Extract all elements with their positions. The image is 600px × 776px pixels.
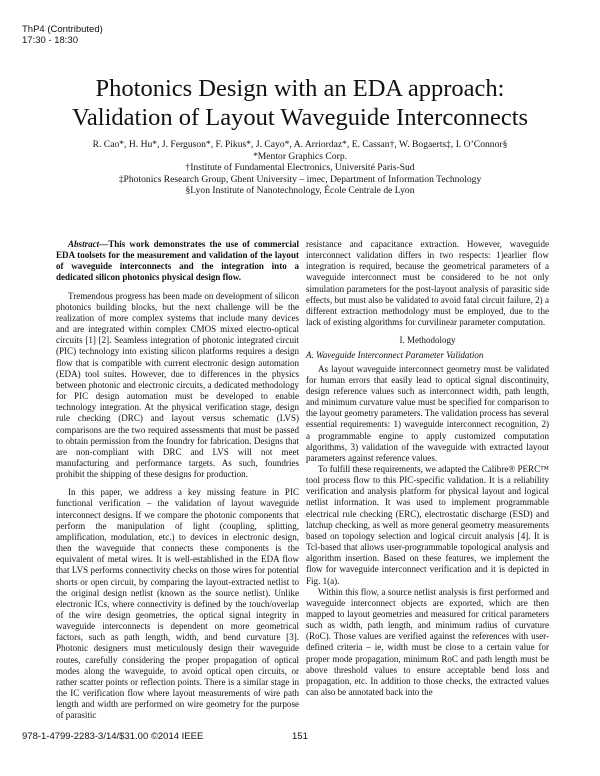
paper-title [0,74,600,132]
title-line-1: Photonics Design with an EDA approach: [95,75,505,102]
abstract-text: —This work demonstrates the use of commercial EDA toolsets for the measurement and validation of the layout of waveguide interconnects and the integration into a dedicated silicon photonics physical design flow. [56,239,299,283]
section-heading: I. Methodology [399,335,456,346]
session-time: 17:30 - 18:30 [22,35,78,46]
abstract-label: Abstract [68,239,100,249]
body-paragraph-validation: As layout waveguide interconnect geometry must be validated for human errors that easily lead to optical signal discontinuity, design reference values such as interconnect width, path length, and minimum curvature value must be specified for comparison to the layout geometry parameters. The validation process has several essential requirements: 1) waveguide interconnect recognition, 2) a programmable engine to apply customized computation algorithms, 3) validation of the waveguide with extracted layout parameters against reference values. [306,363,549,463]
subsection-heading: A. Waveguide Interconnect Parameter Validation [306,350,484,361]
session-code: ThP4 (Contributed) [22,24,103,35]
body-paragraph-intro: Tremendous progress has been made on development of silicon photonics building blocks, but the next challenge will be the realization of more complex systems that include many devices and are integrated within complex CMOS mixed electro-optical circuits [1] [2]. Seamless integration of photonic integrated circuit (PIC) technology into existing silicon platforms requires a design flow that is compatible with current electronic design automation (EDA) tool suites. However, due to differences in the physics between photonic and electronic circuits, a dedicated methodology for PIC design automation must be developed to enable technology integration. At the physical verification stage, design rule checking (DRC) and layout versus schematic (LVS) comparisons are the two required assessments that must be passed to obtain permission from the foundry for fabrication. Designs that are non-compliant with DRC and LVS will not meet manufacturing and performance targets. As such, foundries prohibit the shipping of these designs for production. [56,290,299,480]
title-line-2: Validation of Layout Waveguide Interconnects [71,104,529,131]
affiliation-ghent: ‡Photonics Research Group, Ghent University – imec, Department of Information Technology [118,173,482,185]
author-block [0,139,600,197]
affiliation-paris-sud: †Institute of Fundamental Electronics, Université Paris-Sud [185,162,415,173]
abstract [56,239,299,284]
body-paragraph-continued: resistance and capacitance extraction. However, waveguide interconnect validation differs in two respects: 1)earlier flow integration is required, because the geometrical parameters of a waveguide interconnect must be considered to be not only simulation parameters for the post-layout analysis of parasitic side effects, but must also be validated to avoid fatal circuit failure, 2) a different extraction methodology must be employed, due to the lack of existing algorithms for curvilinear parameter computation. [306,239,549,328]
body-paragraph-flow: Within this flow, a source netlist analysis is first performed and waveguide interconnect objects are exported, which are then mapped to layout geometries and measured for critical parameters such as width, path length, and minimum radius of curvature (RoC). Those values are verified against the references with user-defined criteria – ie, width must be close to a certain value for proper mode propagation, minimum RoC and path length must be above threshold values to ensure acceptable bend loss and propagation, etc. In addition to those checks, the extracted values can also be annotated back into the [306,586,549,698]
page-number: 151 [292,731,308,742]
body-paragraph-contribution: In this paper, we address a key missing feature in PIC functional verification – the validation of layout waveguide interconnect designs. If we compare the photonic components that perform the manipulation of light (coupling, splitting, amplification, modulation, etc.) to devices in electronic design, then the waveguide that connects these components is the equivalent of metal wires. It is well-established in the EDA flow that LVS performs connectivity checks on those wires for potential shorts or open circuit, by comparing the layout-extracted netlist to the original design netlist (known as the source netlist). Unlike electronic ICs, where connectivity is defined by the touch/overlap of the wire design geometries, the optical signal integrity in waveguide interconnects is dependent on more geometrical factors, such as path length, width, and bend curvature [3]. Photonic designers must meticulously design their waveguide routes, carefully considering the proper propagation of optical modes along the waveguide, to avoid optical open circuits, or rather scatter points or reflection points. There is a similar stage in the IC verification flow where layout measurements of wire path length and width are performed on wire geometry for the purpose of parasitic [56,487,299,721]
body-paragraph-calibre: To fulfill these requirements, we adapted the Calibre® PERC™ tool process flow to this PIC-specific validation. It is a reliability verification and analysis platform for physical layout and logical netlist information. It was used to implement programmable electrical rule checking (ERC), electrostatic discharge (ESD) and latchup checking, as well as more general geometry measurements based on topology selection and logical circuit analysis [4]. It is Tcl-based that allows user-programmable topological analysis and algorithm insertion. Based on these features, we implement the flow for waveguide interconnect verification and it is depicted in Fig. 1(a). [306,463,549,586]
footer-isbn: 978-1-4799-2283-3/14/$31.00 ©2014 IEEE [22,731,204,742]
right-column [306,239,549,698]
left-column [56,239,299,722]
affiliation-mentor: *Mentor Graphics Corp. [252,150,348,162]
author-names: R. Cao*, H. Hu*, J. Ferguson*, F. Pikus*, J. Cayo*, A. Arriordaz*, E. Cassan†, W. Bogaerts‡, I. O’Connor§ [92,139,508,150]
affiliation-lyon: §Lyon Institute of Nanotechnology, École Centrale de Lyon [185,185,415,196]
session-info [22,24,103,46]
